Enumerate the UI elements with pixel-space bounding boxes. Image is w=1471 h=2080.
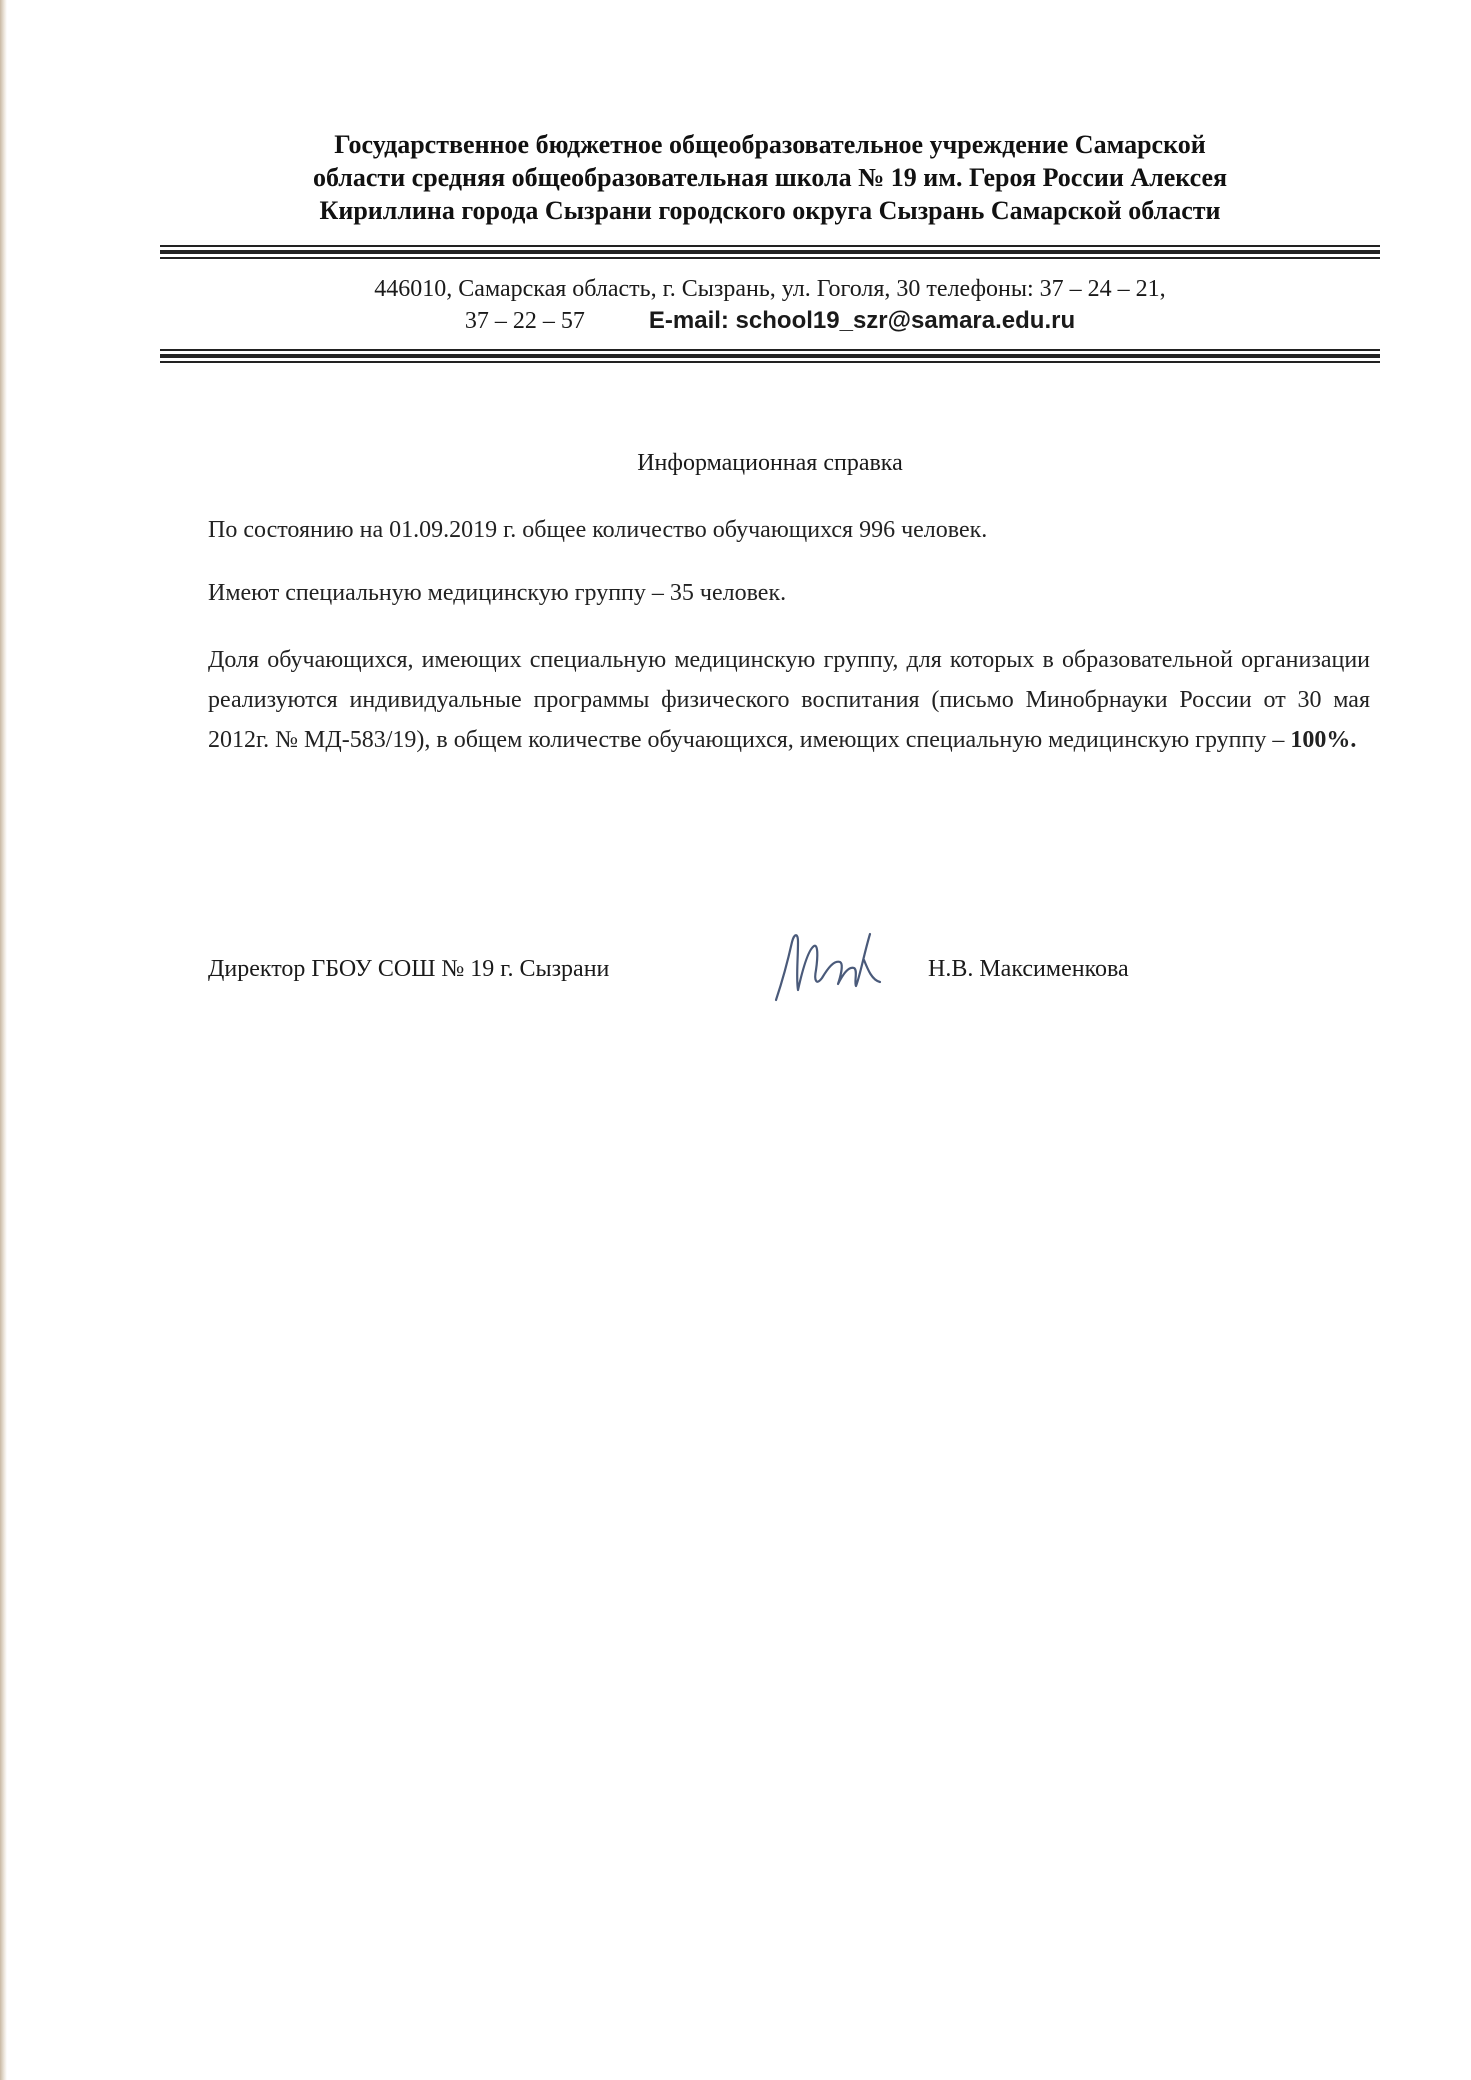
phone-2: 37 – 22 – 57 [464, 308, 585, 334]
address-line-2 [160, 305, 1380, 337]
letterhead [160, 128, 1380, 227]
letterhead-line-2: области средняя общеобразовательная школа № 19 им. Героя России Алексея [312, 163, 1228, 192]
paragraph-special-group: Имеют специальную медицинскую группу – 35 человек. [208, 580, 787, 606]
signatory-name: Н.В. Максименкова [928, 956, 1129, 982]
letterhead-divider-bottom [160, 349, 1380, 363]
paragraph-students-total: По состоянию на 01.09.2019 г. общее количество обучающихся 996 человек. [208, 517, 988, 543]
document-title: Информационная справка [637, 450, 903, 476]
address-line-1: 446010, Самарская область, г. Сызрань, ул. Гоголя, 30 телефоны: 37 – 24 – 21, [374, 276, 1166, 302]
handwritten-signature [768, 920, 888, 1010]
page-edge-shadow [0, 0, 7, 2080]
paragraph-share-text: Доля обучающихся, имеющих специальную медицинскую группу, для которых в образовательной организации реализуются индивидуальные программы физического воспитания (письмо Минобрнауки России от 30 мая 2012г. № МД-583/19), в общем количестве обучающихся, имеющих специальную медицинскую группу – [208, 647, 1370, 753]
signatory-role: Директор ГБОУ СОШ № 19 г. Сызрани [208, 956, 610, 982]
share-percentage: 100%. [1290, 727, 1357, 753]
address-block [160, 273, 1380, 337]
letterhead-divider-top [160, 245, 1380, 259]
signature-row [208, 950, 1370, 1010]
paragraph-share [208, 640, 1370, 760]
letterhead-line-1: Государственное бюджетное общеобразовательное учреждение Самарской [334, 130, 1206, 159]
letterhead-line-3: Кириллина города Сызрани городского округа Сызрань Самарской области [319, 196, 1221, 225]
email-address: E-mail: school19_szr@samara.edu.ru [648, 307, 1076, 334]
